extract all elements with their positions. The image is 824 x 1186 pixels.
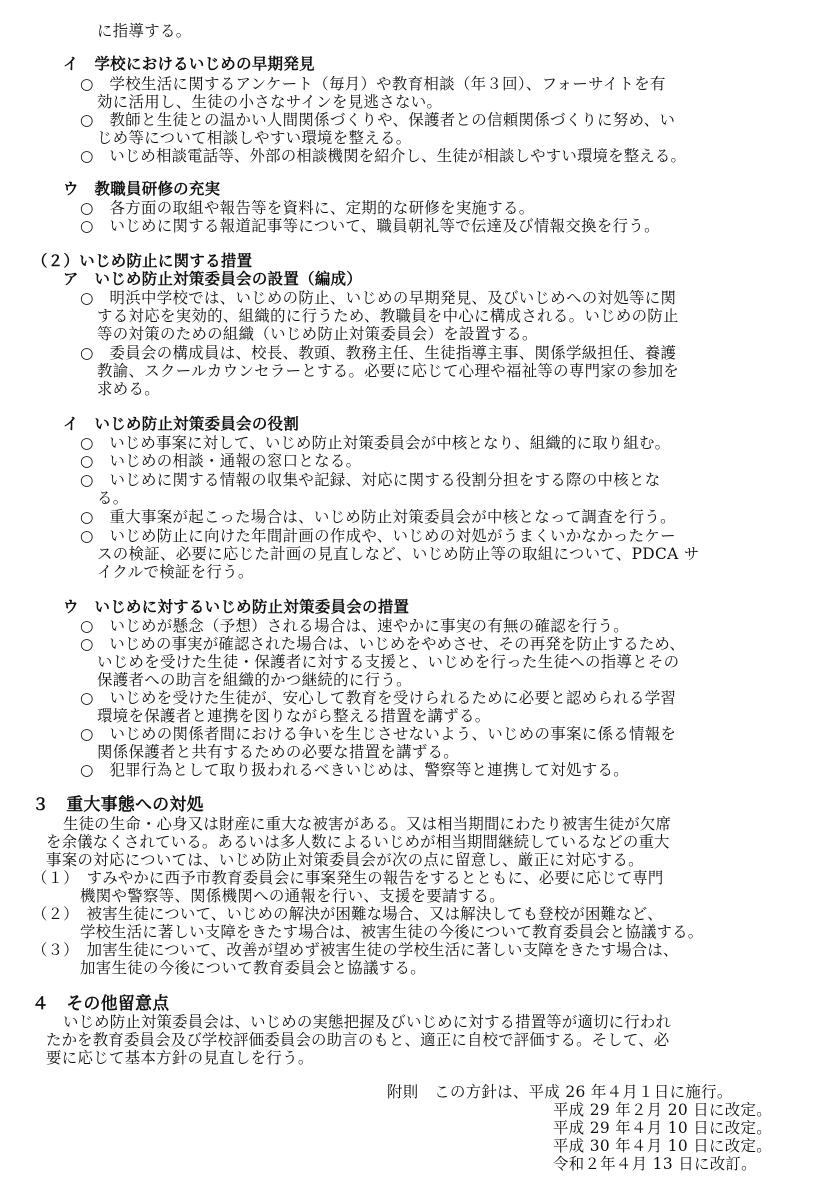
section-heading: ４ その他留意点 <box>32 993 170 1013</box>
text-line: イクルで検証を行う。 <box>97 563 254 581</box>
bullet-item: ○ いじめ防止に向けた年間計画の作成や、いじめの対処がうまくいかなかったケー <box>80 527 676 545</box>
bullet-item: ○ いじめ相談電話等、外部の相談機関を紹介し、生徒が相談しやすい環境を整える。 <box>80 147 687 165</box>
numbered-item: （２） 被害生徒について、いじめの解決が困難な場合、又は解決しても登校が困難など、 <box>32 905 663 923</box>
text-line: 環境を保護者と連携を図りながら整える措置を講ずる。 <box>97 707 491 725</box>
bullet-item: ○ いじめの事実が確認された場合は、いじめをやめさせ、その再発を防止するため、 <box>80 635 685 653</box>
text-line: 教諭、スクールカウンセラーとする。必要に応じて心理や福祉等の専門家の参加を <box>97 362 680 380</box>
subsection-heading: イ いじめ防止対策委員会の役割 <box>63 415 300 433</box>
text-line: 等の対策のための組織（いじめ防止対策委員会）を設置する。 <box>97 325 538 343</box>
text-line: スの検証、必要に応じた計画の見直しなど、いじめ防止等の取組について、PDCA サ <box>97 545 700 563</box>
text-line: 効に活用し、生徒の小さなサインを見逃さない。 <box>97 93 443 111</box>
text-line: 加害生徒の今後について教育委員会と協議する。 <box>80 959 426 977</box>
bullet-item: ○ 委員会の構成員は、校長、教頭、教務主任、生徒指導主事、関係学級担任、養護 <box>80 344 677 362</box>
revision-date: 令和２年４月 13 日に改訂。 <box>553 1155 757 1173</box>
subsection-heading: イ 学校におけるいじめの早期発見 <box>63 55 315 73</box>
revision-date: 平成 30 年４月 10 日に改定。 <box>553 1137 772 1155</box>
text-line: る。 <box>97 489 129 507</box>
revision-date: 平成 29 年４月 10 日に改定。 <box>553 1119 772 1137</box>
bullet-item: ○ 犯罪行為として取り扱われるべきいじめは、警察等と連携して対処する。 <box>80 761 629 779</box>
section-heading: （２）いじめ防止に関する措置 <box>32 252 253 270</box>
numbered-item: （３） 加害生徒について、改善が望めず被害生徒の学校生活に著しい支障をきたす場合は、 <box>32 941 679 959</box>
text-line: 保護者への助言を組織的かつ継続的に行う。 <box>97 671 412 689</box>
subsection-heading: ア いじめ防止対策委員会の設置（編成） <box>63 270 363 288</box>
revision-date: 平成 29 年２月 20 日に改定。 <box>553 1101 772 1119</box>
bullet-item: ○ 教師と生徒との温かい人間関係づくりや、保護者との信頼関係づくりに努め、い <box>80 111 676 129</box>
subsection-heading: ウ 教職員研修の充実 <box>63 180 221 198</box>
text-line: に指導する。 <box>97 22 192 40</box>
bullet-item: ○ 重大事案が起こった場合は、いじめ防止対策委員会が中核となって調査を行う。 <box>80 508 676 526</box>
bullet-item: ○ いじめ事案に対して、いじめ防止対策委員会が中核となり、組織的に取り組む。 <box>80 434 671 452</box>
numbered-item: （１） すみやかに西予市教育委員会に事案発生の報告をするとともに、必要に応じて専門 <box>32 869 664 887</box>
paragraph-line: いじめ防止対策委員会は、いじめの実態把握及びいじめに対する措置等が適切に行われ <box>63 1013 672 1031</box>
bullet-item: ○ いじめに関する報道記事等について、職員朝礼等で伝達及び情報交換を行う。 <box>80 217 660 235</box>
text-line: 学校生活に著しい支障をきたす場合は、被害生徒の今後について教育委員会と協議する。 <box>80 923 704 941</box>
bullet-item: ○ いじめを受けた生徒が、安心して教育を受けられるために必要と認められる学習 <box>80 689 677 707</box>
supplementary-provision: 附則 この方針は、平成 26 年４月１日に施行。 <box>387 1083 733 1101</box>
bullet-item: ○ 明浜中学校では、いじめの防止、いじめの早期発見、及びいじめへの対処等に関 <box>80 289 677 307</box>
text-line: 関係保護者と共有するための必要な措置を講ずる。 <box>97 743 460 761</box>
bullet-item: ○ いじめの相談・通報の窓口となる。 <box>80 452 362 470</box>
paragraph-line: を余儀なくされている。あるいは多人数によるいじめが相当期間継続しているなどの重大 <box>46 833 670 851</box>
section-heading: ３ 重大事態への対処 <box>32 794 204 814</box>
bullet-item: ○ 各方面の取組や報告等を資料に、定期的な研修を実施する。 <box>80 199 535 217</box>
bullet-item: ○ いじめが懸念（予想）される場合は、速やかに事実の有無の確認を行う。 <box>80 617 629 635</box>
paragraph-line: 要に応じて基本方針の見直しを行う。 <box>46 1049 314 1067</box>
paragraph-line: たかを教育委員会及び学校評価委員会の助言のもと、適正に自校で評価する。そして、必 <box>46 1031 670 1049</box>
bullet-item: ○ 学校生活に関するアンケート（毎月）や教育相談（年３回）、フォーサイトを有 <box>80 75 666 93</box>
bullet-item: ○ いじめの関係者間における争いを生じさせないよう、いじめの事案に係る情報を <box>80 725 677 743</box>
subsection-heading: ウ いじめに対するいじめ防止対策委員会の措置 <box>63 598 410 616</box>
text-line: 求める。 <box>97 380 160 398</box>
text-line: する対応を実効的、組織的に行うため、教職員を中心に構成される。いじめの防止 <box>97 307 679 325</box>
paragraph-line: 事案の対応については、いじめ防止対策委員会が次の点に留意し、厳正に対応する。 <box>46 851 644 869</box>
bullet-item: ○ いじめに関する情報の収集や記録、対応に関する役割分担をする際の中核とな <box>80 471 661 489</box>
text-line: 機関や警察等、関係機関への通報を行い、支援を要請する。 <box>80 887 505 905</box>
text-line: いじめを受けた生徒・保護者に対する支援と、いじめを行った生徒への指導とその <box>97 653 680 671</box>
paragraph-line: 生徒の生命・心身又は財産に重大な被害がある。又は相当期間にわたり被害生徒が欠席 <box>63 815 672 833</box>
text-line: じめ等について相談しやすい環境を整える。 <box>97 129 412 147</box>
